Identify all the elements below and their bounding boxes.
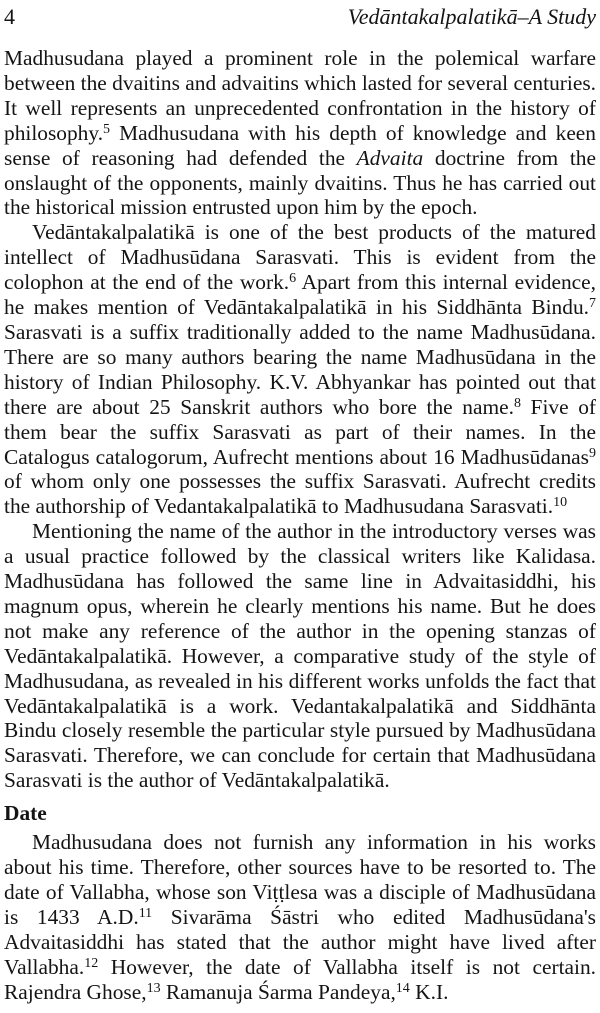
footnote-reference: 8 <box>513 395 521 411</box>
italic-term: Advaita <box>356 145 424 170</box>
footnote-reference: 11 <box>138 905 153 921</box>
footnote-reference: 10 <box>553 495 568 511</box>
body-paragraph-2 <box>4 220 596 519</box>
text-run: K.I. <box>409 979 449 1004</box>
text-run: Five of them bear the suffix Sarasvati as part of their names. In the Catalogus catalogorum, Aufrecht mentions about 16 Madhusūdanas <box>4 394 597 469</box>
text-run: Apart from this internal evidence, he makes mention of Vedāntakalpalatikā in his Siddhānta Bindu. <box>4 270 596 320</box>
body-paragraph-date <box>4 830 596 1004</box>
body-paragraph-3 <box>4 519 596 793</box>
footnote-reference: 6 <box>289 271 297 287</box>
book-page <box>4 2 596 1005</box>
body-paragraph-1 <box>4 46 596 220</box>
footnote-reference: 9 <box>589 445 596 461</box>
text-run: Madhusudana does not furnish any information in his works about his time. Therefore, other sources have to be resorted to. The date of Vallabha, whose son Viṭṭlesa was a disciple of Madhusūdana is 1433 A.D. <box>4 830 596 929</box>
footnote-reference: 7 <box>589 296 596 312</box>
text-run: Sarasvati is a suffix traditionally added to the name Madhusūdana. There are so many authors bearing the name Madhusūdana in the history of Indian Philosophy. K.V. Abhyankar has pointed out that there are about 25 Sanskrit authors who bore the name. <box>4 319 596 419</box>
text-run: Madhusudana with his depth of knowledge and keen sense of reasoning had defended the <box>4 120 596 170</box>
footnote-reference: 14 <box>395 980 410 996</box>
text-run: Mentioning the name of the author in the introductory verses was a usual practice followed by the classical writers like Kalidasa. Madhusūdana has followed the same line in Advaitasiddhi, his magnum opus, wherein he clearly mentions his name. But he does not make any reference of the author in the opening stanzas of Vedāntakalpalatikā. However, a comparative study of the style of Madhusudana, as revealed in his different works unfolds the fact that Vedāntakalpalatikā is a work. Vedantakalpalatikā and Siddhānta Bindu closely resemble the particular style pursued by Madhusūdana Sarasvati. Therefore, we can conclude for certain that Madhusūdana Sarasvati is the author of Vedāntakalpalatikā. <box>4 519 596 793</box>
running-title: Vedāntakalpalatikā–A Study <box>347 4 596 29</box>
text-run: of whom only one possesses the suffix Sarasvati. Aufrecht credits the authorship of Vedantakalpalatikā to Madhusudana Sarasvati. <box>4 469 596 519</box>
text-run: Sivarāma Śāstri who edited Madhusūdana's Advaitasiddhi has stated that the author might have lived after Vallabha. <box>4 904 596 979</box>
running-head <box>4 2 596 46</box>
text-run: Madhusudana played a prominent role in the polemical warfare between the dvaitins and advaitins which lasted for several centuries. It well represents an unprecedented confrontation in the history of philosophy. <box>4 46 596 145</box>
footnote-reference: 12 <box>84 955 99 971</box>
text-run: Vedāntakalpalatikā is one of the best products of the matured intellect of Madhusūdana Sarasvati. This is evident from the colophon at the end of the work. <box>4 220 596 295</box>
text-run: Ramanuja Śarma Pandeya, <box>160 979 396 1004</box>
text-run: However, the date of Vallabha itself is not certain. Rajendra Ghose, <box>4 954 596 1004</box>
page-number: 4 <box>4 4 15 29</box>
section-heading: Date <box>4 801 47 826</box>
footnote-reference: 13 <box>146 980 161 996</box>
footnote-reference: 5 <box>103 121 111 137</box>
text-run: doctrine from the onslaught of the opponents, mainly dvaitins. Thus he has carried out the historical mission entrusted upon him by the epoch. <box>4 145 596 220</box>
